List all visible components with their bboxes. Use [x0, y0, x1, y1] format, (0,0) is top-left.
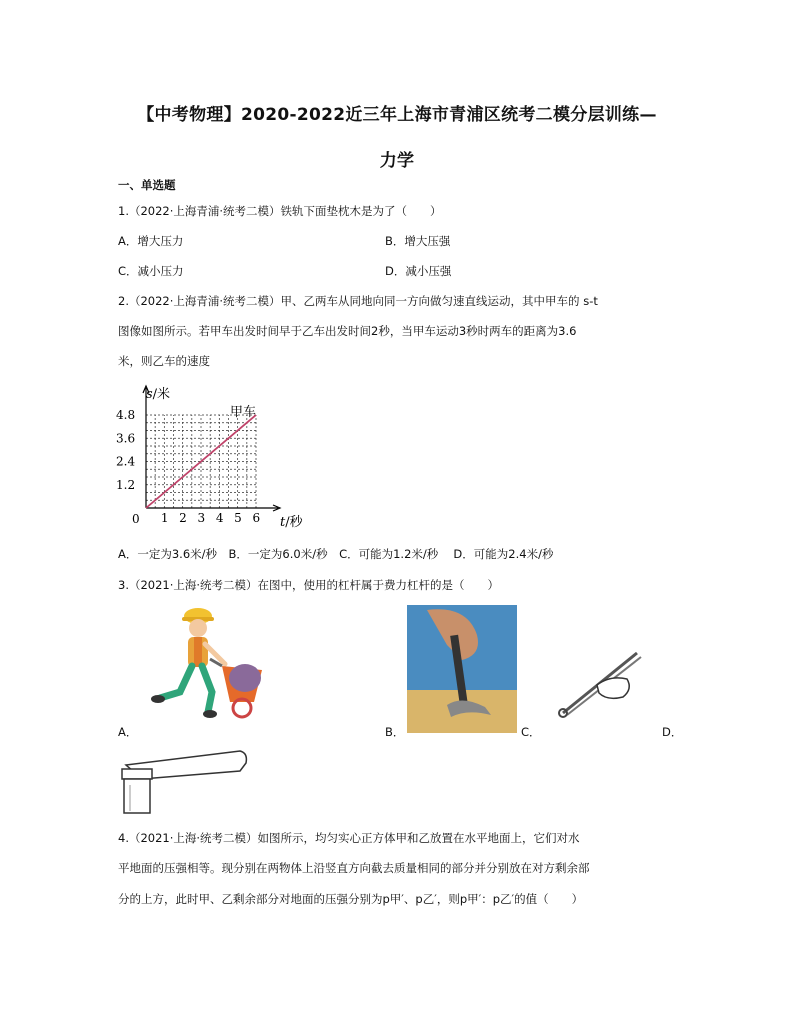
x-tick-label: 5 — [234, 511, 242, 525]
hammer-image — [407, 605, 517, 733]
st-graph — [112, 380, 332, 535]
page-title-line1: 【中考物理】2020-2022近三年上海市青浦区统考二模分层训练— — [137, 105, 657, 125]
bottle-opener-image — [112, 745, 252, 815]
question-3-stem: 3.（2021·上海·统考二模）在图中，使用的杠杆属于费力杠杆的是（ ） — [118, 578, 500, 592]
x-axis-label: t/秒 — [280, 515, 303, 530]
question-2-stem-line2: 图像如图所示。若甲车出发时间早于乙车出发时间2秒，当甲车运动3秒时两车的距离为3.6 — [118, 324, 577, 338]
tweezers-image — [555, 645, 655, 720]
section-heading: 一、单选题 — [118, 178, 176, 192]
q3-label-b: B． — [385, 725, 405, 739]
x-tick-label: 6 — [252, 511, 261, 525]
series-label-jia: 甲车 — [230, 405, 257, 420]
page-title-line2: 力学 — [379, 151, 415, 171]
y-tick-label: 4.8 — [116, 408, 136, 422]
question-4-stem-line3: 分的上方，此时甲、乙剩余部分对地面的压强分别为p甲′、p乙′，则p甲′：p乙′的值（ ） — [118, 892, 584, 906]
q1-option-d: D．减小压强 — [385, 264, 452, 278]
x-tick-label: 1 — [160, 511, 169, 525]
q3-label-c: C． — [521, 725, 541, 739]
question-2-stem-line3: 米，则乙车的速度 — [118, 354, 210, 368]
y-tick-label: 3.6 — [116, 431, 136, 446]
question-4-stem-line2: 平地面的压强相等。现分别在两物体上沿竖直方向截去质量相同的部分并分别放在对方剩余部 — [118, 861, 590, 875]
question-4-stem-line1: 4.（2021·上海·统考二模）如图所示，均匀实心正方体甲和乙放置在水平地面上，它们对水 — [118, 831, 580, 845]
q2-options: A．一定为3.6米/秒 B．一定为6.0米/秒 C．可能为1.2米/秒 D．可能为2.4米/秒 — [118, 547, 554, 561]
q3-label-a: A． — [118, 725, 138, 739]
y-axis-label: s/米 — [146, 387, 171, 402]
question-1-stem: 1.（2022·上海青浦·统考二模）铁轨下面垫枕木是为了（ ） — [118, 204, 442, 218]
y-tick-label: 2.4 — [116, 454, 136, 469]
x-tick-label: 3 — [197, 511, 206, 525]
x-tick-label: 2 — [179, 511, 187, 525]
question-2-stem-line1: 2.（2022·上海青浦·统考二模）甲、乙两车从同地向同一方向做匀速直线运动，其中甲车的 s-t — [118, 294, 598, 308]
origin-label: 0 — [132, 512, 140, 526]
wheelbarrow-image — [150, 604, 270, 729]
q1-option-b: B．增大压强 — [385, 234, 451, 248]
q1-option-c: C．减小压力 — [118, 264, 184, 278]
q3-label-d: D． — [662, 725, 683, 739]
x-tick-label: 4 — [215, 511, 224, 525]
q1-option-a: A．增大压力 — [118, 234, 184, 248]
y-tick-label: 1.2 — [116, 477, 136, 492]
